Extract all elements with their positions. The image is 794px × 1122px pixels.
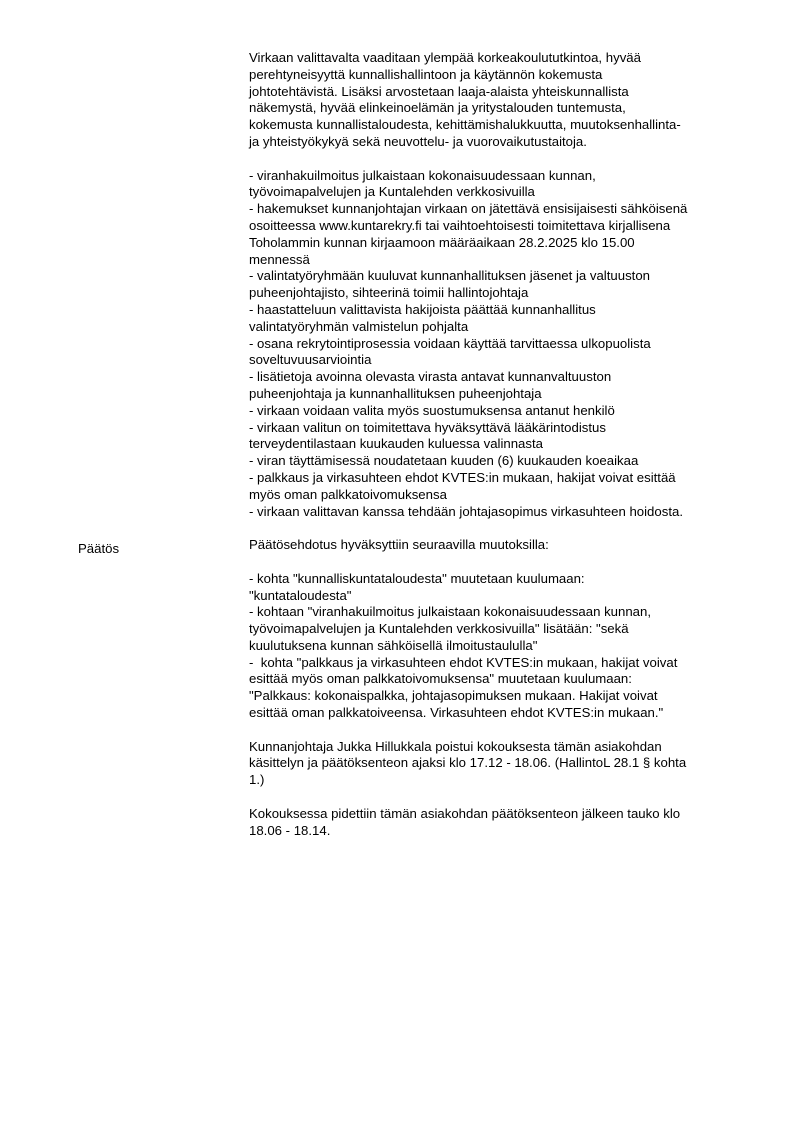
list-line: - haastatteluun valittavista hakijoista päättää kunnanhallitus [249, 301, 596, 317]
list-line: - virkaan valitun on toimitettava hyväksyttävä lääkärintodistus [249, 419, 606, 435]
list-line: myös oman palkkatoivomuksensa [249, 486, 447, 502]
paragraph-gap [249, 722, 749, 739]
break-paragraph [249, 806, 749, 840]
change-line: kuulutuksena kunnan sähköisellä ilmoitustaululla" [249, 637, 538, 653]
document-body [249, 50, 749, 839]
absence-line: Kunnanjohtaja Jukka Hillukkala poistui kokouksesta tämän asiakohdan [249, 738, 662, 754]
paragraph-gap [249, 789, 749, 806]
list-line: - virkaan voidaan valita myös suostumuksensa antanut henkilö [249, 402, 615, 418]
absence-line: käsittelyn ja päätöksenteon ajaksi klo 17.12 - 18.06. (HallintoL 28.1 § kohta [249, 755, 687, 771]
paragraph-gap [249, 520, 749, 537]
list-line: - virkaan valittavan kanssa tehdään johtajasopimus virkasuhteen hoidosta. [249, 503, 683, 519]
change-line: esittää myös oman palkkatoivomuksensa" muutetaan kuulumaan: [249, 671, 632, 687]
break-line: Kokouksessa pidettiin tämän asiakohdan päätöksenteon jälkeen tauko klo [249, 805, 681, 821]
list-line: mennessä [249, 251, 310, 267]
change-line: - kohta "palkkaus ja virkasuhteen ehdot KVTES:in mukaan, hakijat voivat [249, 654, 678, 670]
change-line: esittää oman palkkatoiveensa. Virkasuhteen ehdot KVTES:in mukaan." [249, 705, 664, 721]
list-line: - viran täyttämisessä noudatetaan kuuden (6) kuukauden koeaikaa [249, 453, 639, 469]
list-line: puheenjohtajisto, sihteerinä toimii hallintojohtaja [249, 285, 529, 301]
conditions-list [249, 168, 749, 521]
intro-line: näkemystä, hyvää elinkeinoelämän ja yritystalouden tuntemusta, [249, 100, 626, 116]
decision-section [249, 537, 749, 839]
change-line: työvoimapalvelujen ja Kuntalehden verkkosivuilla" lisätään: "sekä [249, 621, 629, 637]
paragraph-gap [249, 151, 749, 168]
absence-paragraph [249, 739, 749, 789]
list-line: puheenjohtaja ja kunnanhallituksen puheenjohtaja [249, 385, 542, 401]
list-line: - valintatyöryhmään kuuluvat kunnanhallituksen jäsenet ja valtuuston [249, 268, 650, 284]
absence-line: 1.) [249, 772, 265, 788]
list-line: osoitteessa www.kuntarekry.fi tai vaihtoehtoisesti toimitettava kirjallisena [249, 217, 671, 233]
list-line: valintatyöryhmän valmistelun pohjalta [249, 318, 469, 334]
list-line: soveltuvuusarviointia [249, 352, 372, 368]
intro-line: johtotehtävistä. Lisäksi arvostetaan laaja-alaista yhteiskunnallista [249, 83, 629, 99]
paragraph-gap [249, 554, 749, 571]
intro-paragraph [249, 50, 749, 151]
list-line: työvoimapalvelujen ja Kuntalehden verkkosivuilla [249, 184, 535, 200]
decision-changes [249, 571, 749, 722]
change-line: - kohtaan "viranhakuilmoitus julkaistaan kokonaisuudessaan kunnan, [249, 604, 652, 620]
decision-first-line: Päätösehdotus hyväksyttiin seuraavilla muutoksilla: [249, 537, 549, 553]
break-line: 18.06 - 18.14. [249, 822, 331, 838]
list-line: - osana rekrytointiprosessia voidaan käyttää tarvittaessa ulkopuolista [249, 335, 651, 351]
intro-line: ja yhteistyökykyä sekä neuvottelu- ja vuorovaikutustaitoja. [249, 133, 587, 149]
change-line: "kuntataloudesta" [249, 587, 352, 603]
list-line: - lisätietoja avoinna olevasta virasta antavat kunnanvaltuuston [249, 369, 612, 385]
decision-label: Päätös [78, 541, 120, 556]
intro-line: perehtyneisyyttä kunnallishallintoon ja käytännön kokemusta [249, 66, 603, 82]
change-line: "Palkkaus: kokonaispalkka, johtajasopimuksen mukaan. Hakijat voivat [249, 688, 658, 704]
list-line: - viranhakuilmoitus julkaistaan kokonaisuudessaan kunnan, [249, 167, 596, 183]
list-line: Toholammin kunnan kirjaamoon määräaikaan 28.2.2025 klo 15.00 [249, 234, 635, 250]
list-line: - hakemukset kunnanjohtajan virkaan on jätettävä ensisijaisesti sähköisenä [249, 201, 688, 217]
intro-line: kokemusta kunnallistaloudesta, kehittämishalukkuutta, muutoksenhallinta- [249, 117, 681, 133]
list-line: terveydentilastaan kuukauden kuluessa valinnasta [249, 436, 543, 452]
intro-line: Virkaan valittavalta vaaditaan ylempää korkeakoulututkintoa, hyvää [249, 50, 641, 65]
list-line: - palkkaus ja virkasuhteen ehdot KVTES:in mukaan, hakijat voivat esittää [249, 469, 676, 485]
change-line: - kohta "kunnalliskuntataloudesta" muutetaan kuulumaan: [249, 570, 585, 586]
